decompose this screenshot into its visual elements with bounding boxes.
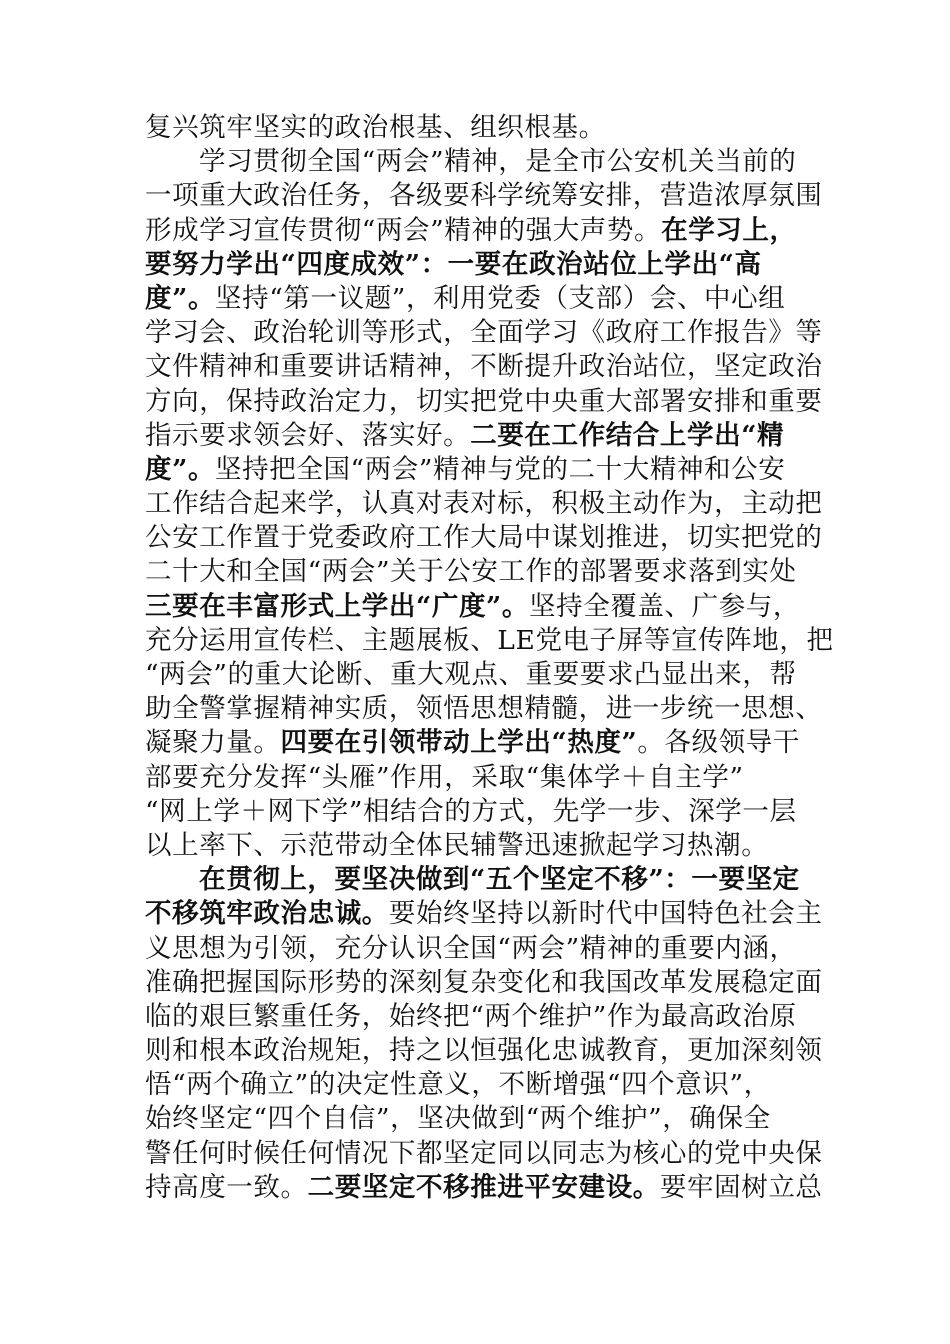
text-segment: 公安工作置于党委政府工作大局中谋划推进，切实把党的 [145,522,823,554]
body-text [145,111,834,1205]
text-line [145,179,823,213]
text-line [145,966,823,1000]
text-line [145,1137,823,1171]
text-segment: 义思想为引领，充分认识全国“两会”精神的重要内涵， [145,932,797,964]
text-line [145,316,823,350]
text-segment: 充分运用宣传栏、主题展板、LE党电子屏等宣传阵地，把 [145,624,834,656]
text-line [145,863,805,897]
text-line [145,555,805,589]
text-segment: 准确把握国际形势的深刻复杂变化和我国改革发展稳定面 [145,966,823,998]
text-segment: 坚持“第一议题”，利用党委（支部）会、中心组 [215,282,786,314]
text-line [145,248,805,282]
text-line [145,1034,823,1068]
text-segment: 工作结合起来学，认真对表对标，积极主动作为，主动把 [145,488,823,520]
bold-text-segment: 三要在丰富形式上学出“广度”。 [145,590,529,622]
bold-text-segment: 在贯彻上，要坚决做到“五个坚定不移”：一要坚定 [199,864,800,896]
text-segment: 坚持把全国“两会”精神与党的二十大精神和公安 [215,453,786,485]
text-segment: 一项重大政治任务，各级要科学统筹安排，营造浓厚氛围 [145,180,823,212]
text-line [145,658,805,692]
text-line [145,350,823,384]
text-line [145,761,805,795]
text-line [145,795,805,829]
text-line [145,590,805,624]
text-segment: 助全警掌握精神实质，领悟思想精髓，进一步统一思想、 [145,693,823,725]
text-line [145,829,805,863]
text-segment: 形成学习宣传贯彻“两会”精神的强大声势。 [145,214,662,246]
text-line [145,521,823,555]
bold-text-segment: 不移筑牢政治忠诚。 [145,898,389,930]
text-line [145,624,834,658]
text-line [145,453,805,487]
text-segment: 要牢固树立总 [659,1171,823,1203]
text-segment: 复兴筑牢坚实的政治根基、组织根基。 [145,112,606,143]
text-line [145,897,823,931]
text-line [145,145,805,179]
text-line [145,111,805,145]
text-segment: 悟“两个确立”的决定性意义，不断增强“四个意识”， [145,1069,771,1101]
text-line [145,1171,823,1205]
text-segment: 则和根本政治规矩，持之以恒强化忠诚教育，更加深刻领 [145,1035,823,1067]
bold-text-segment: 度”。 [145,282,216,314]
text-segment: 临的艰巨繁重任务，始终把“两个维护”作为最高政治原 [145,1000,797,1032]
text-segment: “网上学＋网下学”相结合的方式，先学一步、深学一层 [145,795,797,827]
bold-text-segment: 在学习上， [661,214,797,246]
text-line [145,726,805,760]
text-segment: 文件精神和重要讲话精神，不断提升政治站位，坚定政治 [145,351,823,383]
text-line [145,487,823,521]
text-segment: 警任何时候任何情况下都坚定同以同志为核心的党中央保 [145,1137,823,1169]
text-line [145,932,805,966]
text-segment: 要始终坚持以新时代中国特色社会主 [388,898,823,930]
text-line [145,419,805,453]
text-segment: 学习会、政治轮训等形式，全面学习《政府工作报告》等 [145,317,823,349]
text-line [145,385,823,419]
text-segment: 。各级领导干 [637,727,800,759]
text-segment: 持高度一致。 [145,1171,308,1203]
text-line [145,214,805,248]
text-line [145,282,805,316]
bold-text-segment: 要努力学出“四度成效”：一要在政治站位上学出“高 [145,248,762,280]
bold-text-segment: 四要在引领带动上学出“热度” [280,727,638,759]
text-segment: “两会”的重大论断、重大观点、重要要求凸显出来，帮 [145,659,797,690]
text-segment: 凝聚力量。 [145,727,281,759]
text-line [145,692,823,726]
text-segment: 学习贯彻全国“两会”精神，是全市公安机关当前的 [199,146,797,178]
text-segment: 以上率下、示范带动全体民辅警迅速掀起学习热潮。 [145,829,769,861]
text-segment: 方向，保持政治定力，切实把党中央重大部署安排和重要 [145,385,823,417]
bold-text-segment: 二要坚定不移推进平安建设。 [307,1171,660,1203]
bold-text-segment: 度”。 [145,453,216,485]
text-segment: 指示要求领会好、落实好。 [145,419,471,451]
bold-text-segment: 二要在工作结合上学出“精 [470,419,785,451]
text-segment: 二十大和全国“两会”关于公安工作的部署要求落到实处 [145,556,797,588]
text-line [145,1068,805,1102]
text-line [145,1000,805,1034]
text-segment: 始终坚定“四个自信”，坚决做到“两个维护”，确保全 [145,1103,771,1135]
text-segment: 坚持全覆盖、广参与， [529,590,800,622]
text-segment: 部要充分发挥“头雁”作用，采取“集体学＋自主学” [145,761,744,793]
text-line [145,1102,805,1136]
